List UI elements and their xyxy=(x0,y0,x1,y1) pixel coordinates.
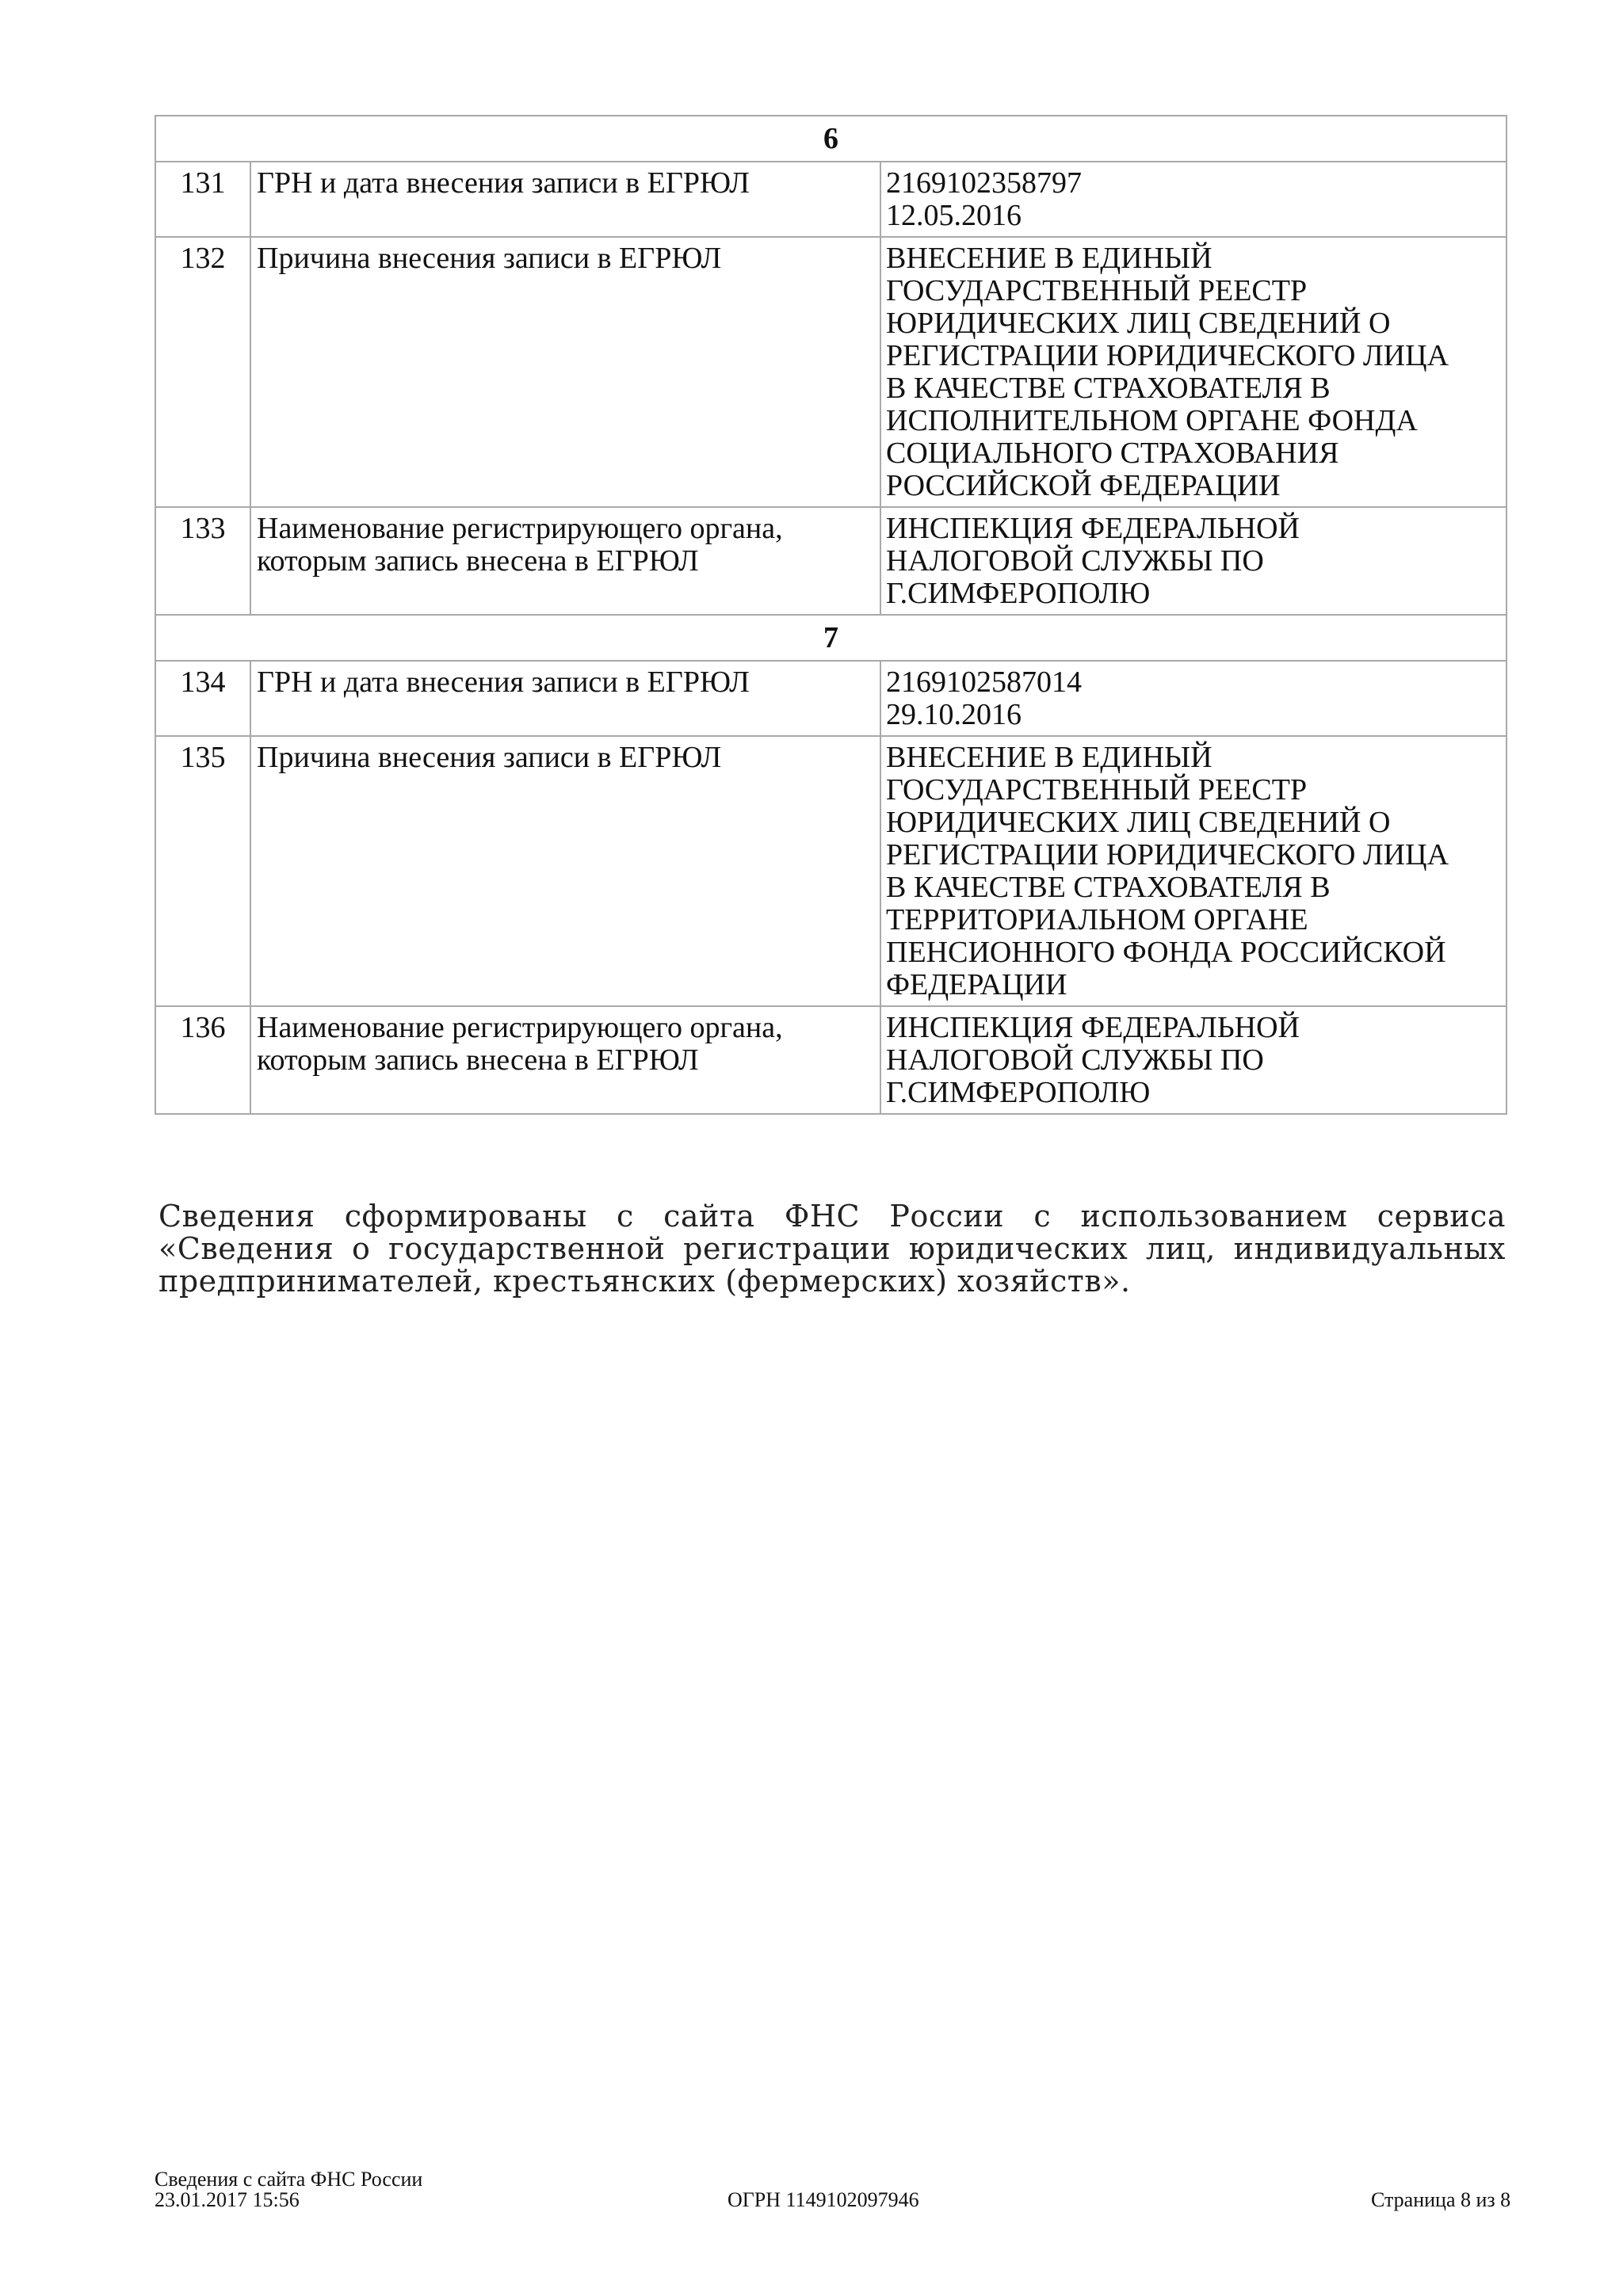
field-name: Наименование регистрирующего органа, которым запись внесена в ЕГРЮЛ xyxy=(250,507,880,615)
table-row xyxy=(155,1006,1507,1114)
row-number: 134 xyxy=(155,661,250,736)
field-value: ВНЕСЕНИЕ В ЕДИНЫЙ ГОСУДАРСТВЕННЫЙ РЕЕСТР ЮРИДИЧЕСКИХ ЛИЦ СВЕДЕНИЙ О РЕГИСТРАЦИИ ЮРИДИЧЕСКОГО ЛИЦА В КАЧЕСТВЕ СТРАХОВАТЕЛЯ В ИСПОЛНИТЕЛЬНОМ ОРГАНЕ ФОНДА СОЦИАЛЬНОГО СТРАХОВАНИЯ РОССИЙСКОЙ ФЕДЕРАЦИИ xyxy=(880,237,1507,507)
footer-source: Сведения с сайта ФНС России xyxy=(155,2168,423,2191)
field-value: 2169102358797 12.05.2016 xyxy=(880,162,1507,237)
table-row xyxy=(155,736,1507,1006)
row-number: 133 xyxy=(155,507,250,615)
field-value: ВНЕСЕНИЕ В ЕДИНЫЙ ГОСУДАРСТВЕННЫЙ РЕЕСТР ЮРИДИЧЕСКИХ ЛИЦ СВЕДЕНИЙ О РЕГИСТРАЦИИ ЮРИДИЧЕСКОГО ЛИЦА В КАЧЕСТВЕ СТРАХОВАТЕЛЯ В ТЕРРИТОРИАЛЬНОМ ОРГАНЕ ПЕНСИОННОГО ФОНДА РОССИЙСКОЙ ФЕДЕРАЦИИ xyxy=(880,736,1507,1006)
footer-datetime: 23.01.2017 15:56 xyxy=(155,2188,300,2211)
table-row xyxy=(155,237,1507,507)
row-number: 131 xyxy=(155,162,250,237)
field-value: ИНСПЕКЦИЯ ФЕДЕРАЛЬНОЙ НАЛОГОВОЙ СЛУЖБЫ ПО Г.СИМФЕРОПОЛЮ xyxy=(880,507,1507,615)
field-value: 2169102587014 29.10.2016 xyxy=(880,661,1507,736)
section-header xyxy=(155,116,1507,162)
egrul-records-table xyxy=(155,115,1507,1115)
row-number: 136 xyxy=(155,1006,250,1114)
field-name: Причина внесения записи в ЕГРЮЛ xyxy=(250,237,880,507)
section-header xyxy=(155,615,1507,661)
footer-source-block xyxy=(155,2169,422,2210)
footer-ogrn: ОГРН 1149102097946 xyxy=(727,2188,919,2211)
footer-page-number: Страница 8 из 8 xyxy=(1371,2188,1511,2211)
section-title: 7 xyxy=(155,615,1507,661)
source-notice: Сведения сформированы с сайта ФНС России с использованием сервиса «Сведения о государственной регистрации юридических лиц, индивидуальных предпринимателей, крестьянских (фермерских) хозяйств». xyxy=(158,1199,1506,1299)
field-name: ГРН и дата внесения записи в ЕГРЮЛ xyxy=(250,661,880,736)
row-number: 132 xyxy=(155,237,250,507)
field-name: Причина внесения записи в ЕГРЮЛ xyxy=(250,736,880,1006)
table-row xyxy=(155,507,1507,615)
field-value: ИНСПЕКЦИЯ ФЕДЕРАЛЬНОЙ НАЛОГОВОЙ СЛУЖБЫ ПО Г.СИМФЕРОПОЛЮ xyxy=(880,1006,1507,1114)
table-row xyxy=(155,162,1507,237)
table-row xyxy=(155,661,1507,736)
row-number: 135 xyxy=(155,736,250,1006)
section-title: 6 xyxy=(155,116,1507,162)
field-name: Наименование регистрирующего органа, которым запись внесена в ЕГРЮЛ xyxy=(250,1006,880,1114)
field-name: ГРН и дата внесения записи в ЕГРЮЛ xyxy=(250,162,880,237)
